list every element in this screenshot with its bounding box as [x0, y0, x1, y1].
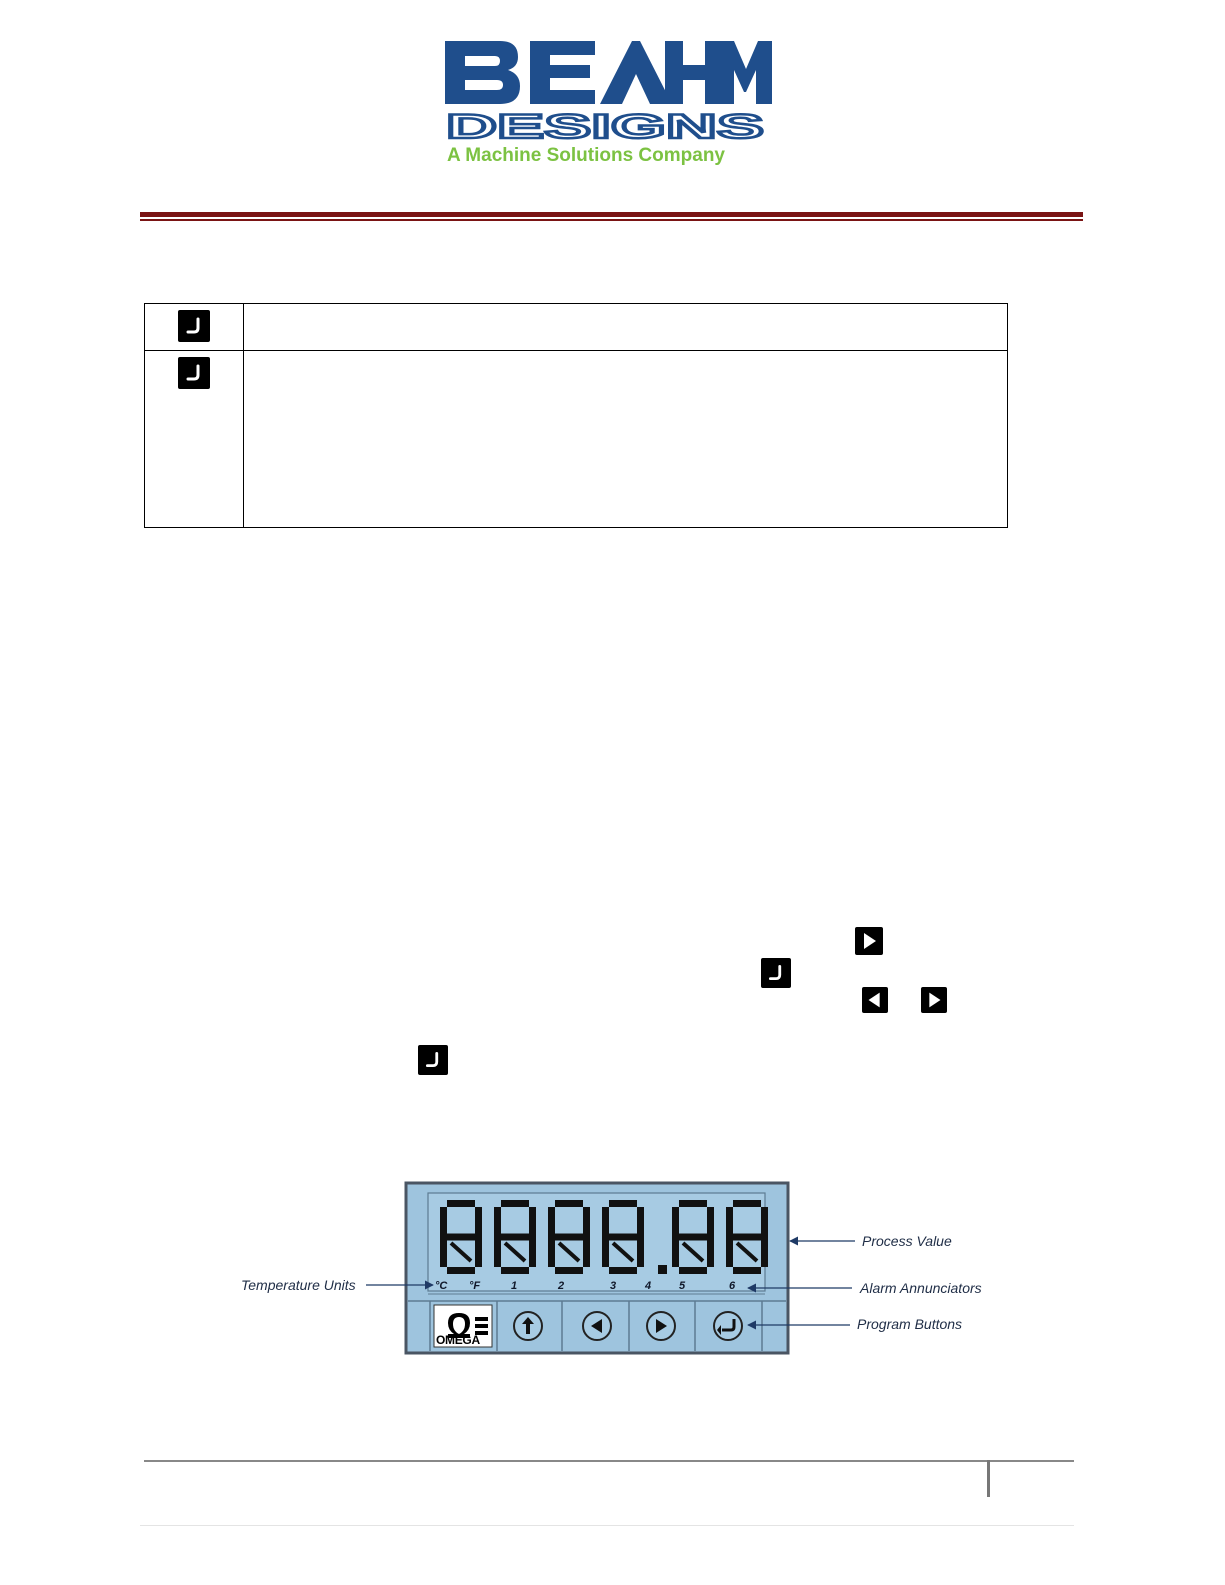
enter-key-icon [418, 1045, 448, 1075]
alarm-annunciator-4: 4 [645, 1280, 652, 1292]
meter-drawing [0, 1170, 1225, 1370]
digit-segment [555, 1267, 583, 1274]
digit-segment [548, 1207, 555, 1237]
table-text-cell [244, 351, 1008, 528]
footer-rule [144, 1460, 1074, 1462]
digit-segment [475, 1207, 482, 1237]
digit-segment [609, 1234, 637, 1241]
callout-process-value: Process Value [862, 1233, 952, 1249]
digit-segment [447, 1234, 475, 1241]
digit-segment [609, 1267, 637, 1274]
digit-segment [475, 1237, 482, 1267]
enter-key-icon [761, 958, 791, 988]
fahrenheit-annunciator: °F [469, 1280, 481, 1292]
digit-segment [440, 1207, 447, 1237]
table-row [145, 351, 1008, 528]
digit-segment [555, 1234, 583, 1241]
enter-key-icon [178, 310, 210, 342]
decimal-point [658, 1265, 667, 1274]
digit-segment [733, 1267, 761, 1274]
digit-segment [501, 1234, 529, 1241]
digit-segment [672, 1237, 679, 1267]
celsius-annunciator: °C [435, 1280, 448, 1292]
logo-tagline: A Machine Solutions Company [447, 145, 725, 166]
digit-segment [726, 1207, 733, 1237]
alarm-annunciator-2: 2 [558, 1280, 565, 1292]
digit-segment [679, 1200, 707, 1207]
omega-brand-label: OMEGA [436, 1333, 480, 1347]
table-text-cell [244, 304, 1008, 351]
digit-segment [672, 1207, 679, 1237]
digit-segment [707, 1237, 714, 1267]
digit-segment [583, 1237, 590, 1267]
callout-temperature-units: Temperature Units [241, 1277, 356, 1293]
digit-segment [733, 1234, 761, 1241]
digit-segment [447, 1200, 475, 1207]
digit-segment [494, 1207, 501, 1237]
left-arrow-button[interactable] [583, 1312, 611, 1340]
digit-segment [679, 1234, 707, 1241]
digit-segment [583, 1207, 590, 1237]
enter-key-icon [178, 357, 210, 389]
digit-segment [494, 1237, 501, 1267]
digit-segment [707, 1207, 714, 1237]
footer-page-divider [987, 1460, 990, 1497]
alarm-annunciator-5: 5 [679, 1280, 686, 1292]
footer-rule-light [140, 1525, 1074, 1526]
logo-wordmark-designs: DESIGNS [446, 108, 764, 146]
digit-segment [679, 1267, 707, 1274]
up-arrow-button[interactable] [514, 1312, 542, 1340]
digit-segment [529, 1207, 536, 1237]
digit-segment [637, 1237, 644, 1267]
table-icon-cell [145, 304, 244, 351]
right-arrow-key-icon [921, 987, 947, 1013]
digit-segment [609, 1200, 637, 1207]
callout-alarm-annunciators: Alarm Annunciators [860, 1280, 982, 1296]
alarm-annunciator-3: 3 [610, 1280, 617, 1292]
table-row [145, 304, 1008, 351]
left-arrow-key-icon [862, 987, 888, 1013]
digit-segment [529, 1237, 536, 1267]
digit-segment [447, 1267, 475, 1274]
table-icon-cell [145, 351, 244, 528]
header-rule-thin [140, 219, 1083, 221]
digit-segment [726, 1237, 733, 1267]
alarm-annunciator-1: 1 [511, 1280, 518, 1292]
digit-segment [555, 1200, 583, 1207]
meter-figure [0, 1170, 1225, 1370]
right-arrow-button[interactable] [647, 1312, 675, 1340]
callout-program-buttons: Program Buttons [857, 1316, 963, 1332]
digit-segment [501, 1200, 529, 1207]
digit-segment [501, 1267, 529, 1274]
enter-button[interactable] [714, 1312, 742, 1340]
digit-segment [637, 1207, 644, 1237]
digit-segment [440, 1237, 447, 1267]
digit-segment [761, 1237, 768, 1267]
header-rule [140, 212, 1083, 217]
digit-segment [602, 1237, 609, 1267]
digit-segment [548, 1237, 555, 1267]
digit-segment [733, 1200, 761, 1207]
right-arrow-key-icon [855, 927, 883, 955]
digit-segment [602, 1207, 609, 1237]
digit-segment [761, 1207, 768, 1237]
alarm-annunciator-6: 6 [729, 1280, 736, 1292]
instruction-table [144, 303, 1008, 528]
